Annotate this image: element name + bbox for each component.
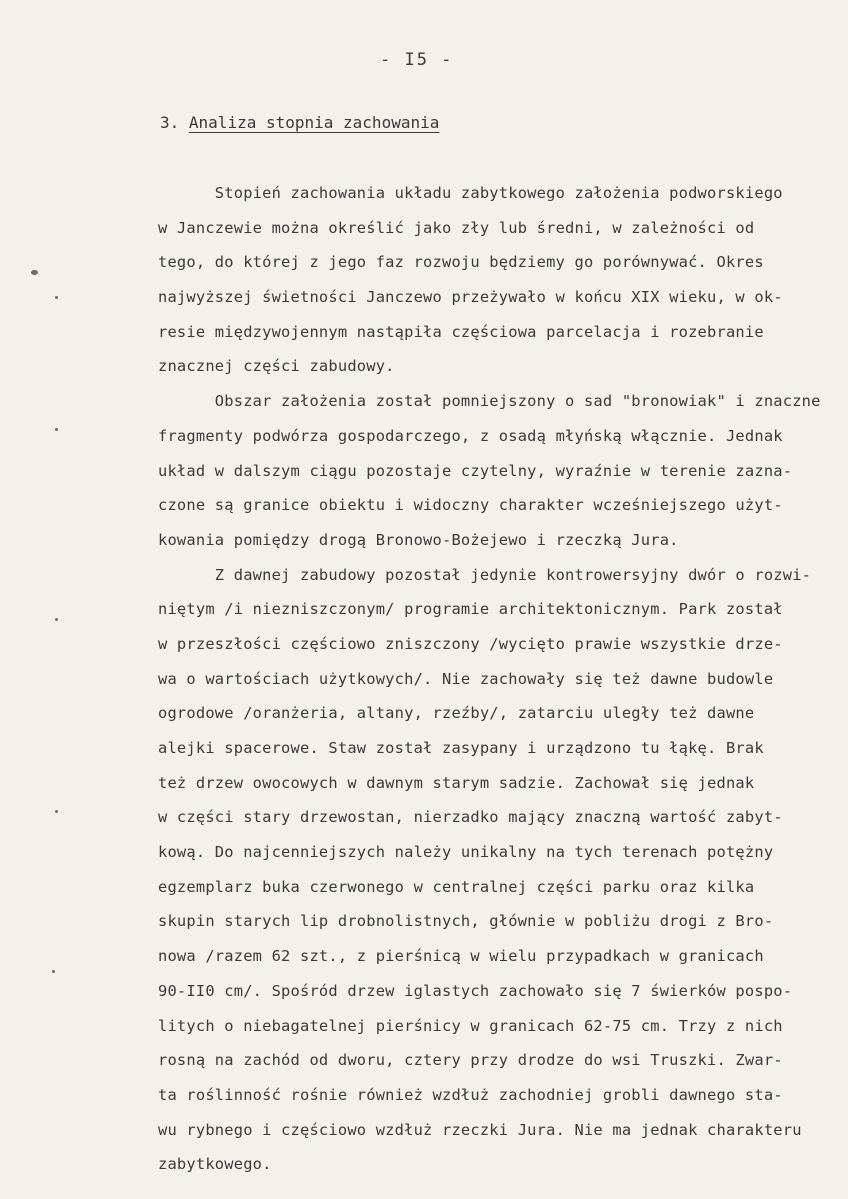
text-line: ogrodowe /oranżeria, altany, rzeźby/, zatarciu uległy też dawne	[158, 704, 755, 723]
text-line: alejki spacerowe. Staw został zasypany i urządzono tu łąkę. Brak	[158, 739, 764, 757]
text-line: niętym /i niezniszczonym/ programie architektonicznym. Park został	[158, 600, 783, 619]
text-line: tego, do której z jego faz rozwoju będziemy go porównywać. Okres	[158, 253, 764, 272]
text-line: resie międzywojennym nastąpiła częściowa parcelacja i rozebranie	[158, 322, 764, 341]
margin-mark	[55, 428, 58, 431]
text-line: układ w dalszym ciągu pozostaje czytelny, wyraźnie w terenie zazna-	[158, 461, 793, 480]
section-heading	[160, 113, 439, 132]
section-number: 3.	[160, 113, 180, 132]
text-line: zabytkowego.	[158, 1155, 272, 1174]
text-line: w Janczewie można określić jako zły lub średni, w zależności od	[158, 218, 755, 237]
text-line: znacznej części zabudowy.	[158, 357, 395, 376]
margin-mark	[31, 270, 38, 275]
section-title: Analiza stopnia zachowania	[188, 113, 440, 132]
text-line: w części stary drzewostan, nierzadko mający znaczną wartość zabyt-	[158, 808, 783, 827]
text-line: Obszar założenia został pomniejszony o sad "bronowiak" i znaczne	[158, 392, 821, 411]
text-line: kową. Do najcenniejszych należy unikalny na tych terenach potężny	[158, 843, 774, 862]
text-line: fragmenty podwórza gospodarczego, z osadą młyńską włącznie. Jednak	[158, 426, 783, 445]
text-line: nowa /razem 62 szt., z pierśnicą w wielu przypadkach w granicach	[158, 947, 764, 966]
text-line: ta roślinność rośnie również wzdłuż zachodniej grobli dawnego sta-	[158, 1085, 783, 1104]
text-line: skupin starych lip drobnolistnych, głównie w pobliżu drogi z Bro-	[158, 912, 774, 931]
text-line: w przeszłości częściowo zniszczony /wycięto prawie wszystkie drze-	[158, 634, 783, 653]
text-line: egzemplarz buka czerwonego w centralnej części parku oraz kilka	[158, 877, 755, 896]
page-number: - I5 -	[380, 50, 454, 70]
margin-mark	[55, 296, 58, 299]
text-line: litych o niebagatelnej pierśnicy w granicach 62-75 cm. Trzy z nich	[158, 1016, 783, 1035]
text-line: wu rybnego i częściowo wzdłuż rzeczki Jura. Nie ma jednak charakteru	[158, 1120, 802, 1139]
margin-mark	[52, 970, 55, 973]
text-line: też drzew owocowych w dawnym starym sadzie. Zachował się jednak	[158, 773, 755, 792]
margin-mark	[55, 618, 58, 621]
body-text	[158, 176, 848, 1182]
text-line: Stopień zachowania układu zabytkowego założenia podworskiego	[158, 184, 783, 202]
text-line: kowania pomiędzy drogą Bronowo-Bożejewo i rzeczką Jura.	[158, 530, 679, 549]
text-line: rosną na zachód od dworu, cztery przy drodze do wsi Truszki. Zwar-	[158, 1051, 783, 1070]
text-line: najwyższej świetności Janczewo przeżywało w końcu XIX wieku, w ok-	[158, 288, 783, 307]
text-line: 90-II0 cm/. Spośród drzew iglastych zachowało się 7 świerków pospo-	[158, 981, 793, 1000]
text-line: czone są granice obiektu i widoczny charakter wcześniejszego użyt-	[158, 496, 783, 515]
text-line: wa o wartościach użytkowych/. Nie zachowały się też dawne budowle	[158, 669, 774, 688]
text-line: Z dawnej zabudowy pozostał jedynie kontrowersyjny dwór o rozwi-	[158, 565, 812, 584]
margin-mark	[55, 810, 58, 813]
